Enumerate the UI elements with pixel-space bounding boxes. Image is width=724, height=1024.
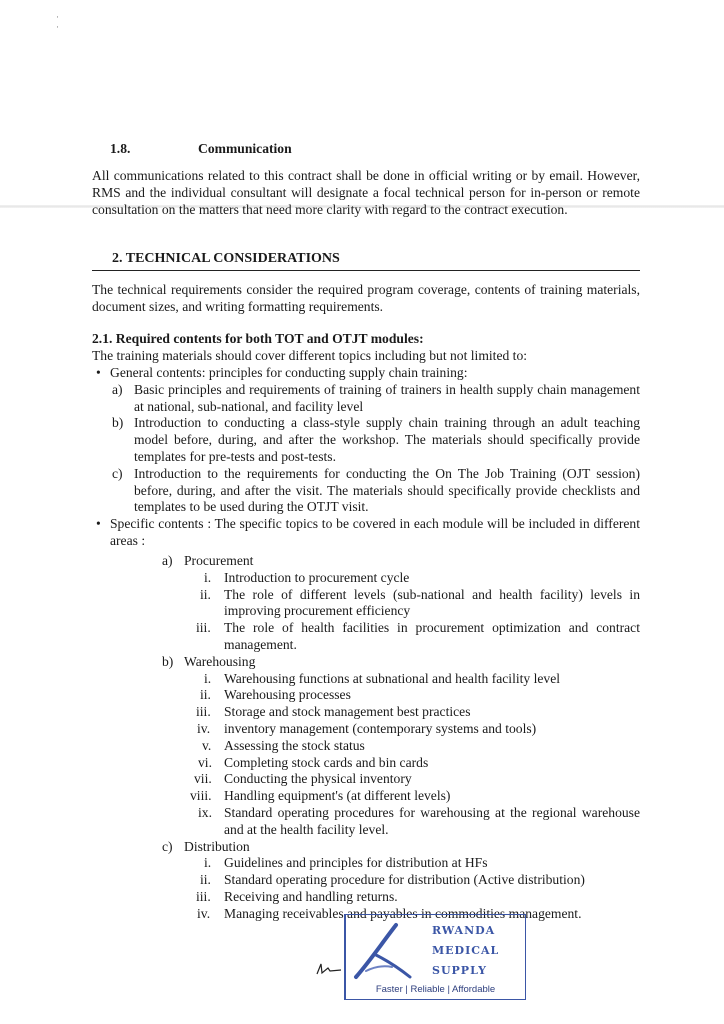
sub-item: [92, 738, 640, 755]
area-procurement: [92, 553, 640, 570]
rwanda-medical-supply-stamp: [344, 914, 526, 1000]
list-marker: b): [112, 415, 124, 431]
sub-marker: iv.: [197, 905, 211, 921]
sub-item: [92, 687, 640, 704]
specific-areas-list: [92, 553, 640, 923]
sub-item-text: Receiving and handling returns.: [224, 888, 398, 904]
sub-marker: i.: [204, 569, 212, 585]
area-name: Distribution: [184, 838, 250, 854]
sub-item: [92, 788, 640, 805]
general-contents-list: [92, 365, 640, 550]
sub-marker: i.: [204, 670, 212, 686]
signature-mark: [316, 962, 342, 976]
stamp-line-1: RWANDA: [432, 924, 496, 937]
sub-marker: viii.: [190, 788, 212, 804]
sub-item: [92, 620, 640, 654]
sub-item: [92, 889, 640, 906]
section-1-8-heading: [92, 141, 292, 158]
section-2-1-intro: The training materials should cover different topics including but not limited to:: [92, 348, 528, 363]
sub-marker: i.: [204, 855, 212, 871]
bullet-specific: [92, 516, 640, 550]
stamp-logo-icon: [352, 921, 412, 981]
stamp-line-3: SUPPLY: [432, 964, 487, 977]
sub-item: [92, 570, 640, 587]
sub-item-text: Warehousing functions at subnational and health facility level: [224, 670, 561, 686]
sub-marker: ii.: [200, 872, 211, 888]
sub-item: [92, 771, 640, 788]
sub-marker: vii.: [194, 771, 212, 787]
sub-item: [92, 671, 640, 688]
sub-item-text: Standard operating procedure for distribution (Active distribution): [224, 872, 585, 888]
sub-marker: iii.: [196, 620, 211, 636]
sub-item: [92, 872, 640, 889]
sub-item-text: Guidelines and principles for distribution at HFs: [224, 855, 488, 871]
bullet-general: [92, 365, 640, 382]
sub-marker: vi.: [198, 754, 212, 770]
sub-item-text: Storage and stock management best practices: [224, 704, 471, 720]
section-title: Communication: [198, 141, 292, 156]
area-name: Warehousing: [184, 653, 256, 669]
area-marker: c): [162, 838, 173, 854]
sub-marker: v.: [202, 737, 212, 753]
list-item: [92, 466, 640, 516]
sub-item-text: Warehousing processes: [224, 687, 351, 703]
sub-marker: ix.: [198, 804, 212, 820]
scan-specks: · ·: [56, 12, 59, 32]
list-marker: c): [112, 465, 123, 481]
stamp-tagline: Faster | Reliable | Affordable: [375, 984, 496, 995]
area-distribution: [92, 839, 640, 856]
sub-item-text: Completing stock cards and bin cards: [224, 754, 429, 770]
section-2-heading: 2. TECHNICAL CONSIDERATIONS: [92, 251, 640, 271]
sub-item-text: The role of different levels (sub-national and health facility) levels in improving procurement efficiency: [224, 586, 640, 619]
section-2-1-heading: 2.1. Required contents for both TOT and OTJT modules:: [92, 331, 424, 346]
list-item: [92, 415, 640, 465]
area-name: Procurement: [184, 553, 254, 568]
sub-item: [92, 805, 640, 839]
sub-item-text: Managing receivables and payables in commodities management.: [224, 905, 582, 921]
list-item-text: Introduction to the requirements for conducting the On The Job Training (OJT session) before, during, and after the visit. The materials should specifically provide checklists and templates to be used during the OTJT visit.: [134, 465, 640, 515]
sub-item-text: Standard operating procedures for warehousing at the regional warehouse and at the health facility level.: [224, 804, 640, 837]
sub-item-text: Conducting the physical inventory: [224, 771, 412, 787]
sub-item: [92, 704, 640, 721]
list-item: [92, 382, 640, 416]
area-warehousing: [92, 654, 640, 671]
sub-item-text: inventory management (contemporary systems and tools): [224, 720, 537, 736]
sub-marker: ii.: [200, 586, 211, 602]
bullet-icon: •: [96, 516, 101, 532]
general-label: General contents: principles for conducting supply chain training:: [110, 365, 468, 380]
area-marker: b): [162, 653, 174, 669]
sub-marker: ii.: [200, 687, 211, 703]
sub-item: [92, 855, 640, 872]
sub-marker: iii.: [196, 888, 211, 904]
list-marker: a): [112, 381, 123, 397]
list-item-text: Introduction to conducting a class-style supply chain training through an adult teaching model before, during, and after the workshop. The materials should specifically provide templates for pre-tests and post-tests.: [134, 415, 640, 464]
technical-paragraph: The technical requirements consider the required program coverage, contents of training materials, document sizes, and writing formatting requirements.: [92, 282, 640, 314]
sub-item: [92, 587, 640, 621]
sub-item-text: Assessing the stock status: [224, 737, 365, 753]
sub-item-text: Introduction to procurement cycle: [224, 569, 410, 585]
sub-item: [92, 755, 640, 772]
specific-label: Specific contents : The specific topics to be covered in each module will be included in different areas :: [110, 516, 640, 548]
sub-marker: iii.: [196, 704, 211, 720]
section-number: 1.8.: [110, 141, 131, 156]
communication-paragraph: All communications related to this contract shall be done in official writing or by email. However, RMS and the individual consultant will designate a focal technical person for in-person or remote consultation on the matters that need more clarity with regard to the contract execution.: [92, 168, 640, 217]
sub-item-text: The role of health facilities in procurement optimization and contract management.: [224, 620, 640, 652]
list-item-text: Basic principles and requirements of training of trainers in health supply chain management at national, sub-national, and facility level: [134, 381, 640, 414]
area-marker: a): [162, 553, 173, 568]
bullet-icon: •: [96, 365, 101, 380]
sub-item: [92, 721, 640, 738]
sub-item-text: Handling equipment's (at different levels): [224, 788, 451, 804]
sub-marker: iv.: [197, 720, 211, 736]
stamp-brand-text: [432, 921, 499, 981]
stamp-line-2: MEDICAL: [432, 944, 500, 957]
